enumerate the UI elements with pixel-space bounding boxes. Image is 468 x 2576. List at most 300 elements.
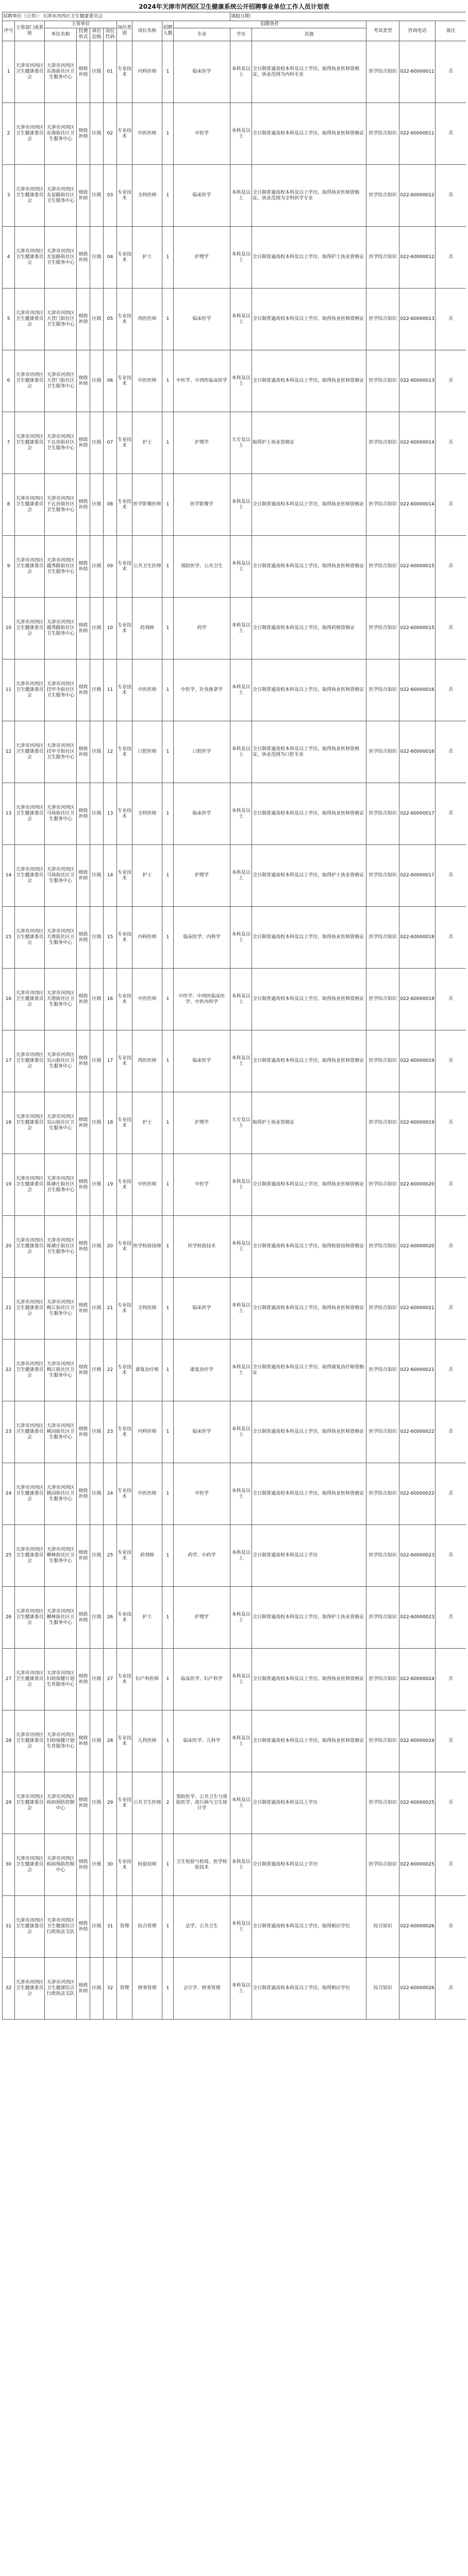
row-post-name: 护士: [132, 1092, 162, 1154]
row-seq: 16: [3, 969, 15, 1030]
row-degree: 本科及以上: [230, 289, 252, 350]
row-count: 1: [162, 350, 174, 412]
row-post-name: 中医医师: [132, 969, 162, 1030]
row-remark: 否: [436, 1710, 466, 1772]
row-parent: 天津市河西区卫生健康委员会: [15, 1649, 45, 1710]
row-nature: 财政补助: [77, 1030, 90, 1092]
row-level: 区级: [90, 1030, 104, 1092]
row-seq: 22: [3, 1340, 15, 1401]
row-major: 预防医学、公共卫生与预防医学、流行病与卫生统计学: [174, 1772, 230, 1834]
row-count: 1: [162, 1030, 174, 1092]
row-exam: 医学综合知识: [366, 598, 399, 659]
row-level: 区级: [90, 1216, 104, 1278]
row-seq: 14: [3, 845, 15, 907]
row-exam: 医学综合知识: [366, 1710, 399, 1772]
row-unit: 天津市河西区东海街社区卫生服务中心: [45, 103, 77, 165]
row-other: 全日制普通高校本科及以上学历，取得执业医师资格证: [252, 783, 366, 845]
row-major: 护理学: [174, 1587, 230, 1649]
row-major: 临床医学: [174, 165, 230, 227]
row-level: 区级: [90, 1154, 104, 1216]
row-count: 1: [162, 1649, 174, 1710]
row-seq: 6: [3, 350, 15, 412]
row-phone: 022-60000022: [399, 1463, 436, 1525]
row-parent: 天津市河西区卫生健康委员会: [15, 536, 45, 598]
row-seq: 4: [3, 227, 15, 289]
row-exam: 医学综合知识: [366, 350, 399, 412]
table-row: [3, 289, 466, 350]
row-exam: 综合知识: [366, 1958, 399, 2020]
header-level: 单位层级: [90, 28, 104, 41]
row-nature: 财政补助: [77, 1587, 90, 1649]
row-level: 区级: [90, 783, 104, 845]
row-degree: 本科及以上: [230, 721, 252, 783]
header-nature: 经费形式: [77, 28, 90, 41]
header-parent: 主管部门或系统: [15, 21, 45, 41]
row-parent: 天津市河西区卫生健康委员会: [15, 412, 45, 474]
table-row: [3, 103, 466, 165]
row-major: 中医学: [174, 1463, 230, 1525]
row-level: 区级: [90, 103, 104, 165]
row-unit: 天津市河西区天塔街社区卫生服务中心: [45, 969, 77, 1030]
row-degree: 本科及以上: [230, 41, 252, 103]
row-seq: 30: [3, 1834, 15, 1896]
row-exam: 医学综合知识: [366, 1092, 399, 1154]
row-count: 1: [162, 536, 174, 598]
header-remark: 备注: [436, 21, 466, 41]
row-post-type: 专业技术: [117, 969, 132, 1030]
row-degree: 本科及以上: [230, 1587, 252, 1649]
row-remark: 否: [436, 412, 466, 474]
document-title: 2024年天津市河西区卫生健康系统公开招聘事业单位工作人员计划表: [139, 3, 329, 10]
row-degree: 本科及以上: [230, 845, 252, 907]
header-other: 其他: [252, 28, 366, 41]
row-nature: 财政补助: [77, 350, 90, 412]
row-exam: 医学综合知识: [366, 1340, 399, 1401]
row-level: 区级: [90, 907, 104, 969]
row-remark: 否: [436, 1092, 466, 1154]
row-parent: 天津市河西区卫生健康委员会: [15, 165, 45, 227]
row-remark: 否: [436, 845, 466, 907]
row-post-name: 护士: [132, 845, 162, 907]
row-level: 区级: [90, 1896, 104, 1958]
row-other: 全日制普通高校本科及以上学历: [252, 1772, 366, 1834]
row-degree: 本科及以上: [230, 165, 252, 227]
row-code: 25: [104, 1525, 117, 1587]
row-post-type: 专业技术: [117, 1278, 132, 1340]
row-phone: 022-60000011: [399, 41, 436, 103]
row-code: 28: [104, 1710, 117, 1772]
row-level: 区级: [90, 1525, 104, 1587]
table-row: [3, 721, 466, 783]
row-parent: 天津市河西区卫生健康委员会: [15, 1401, 45, 1463]
row-count: 1: [162, 721, 174, 783]
row-count: 1: [162, 1278, 174, 1340]
row-remark: 否: [436, 536, 466, 598]
row-code: 26: [104, 1587, 117, 1649]
row-level: 区级: [90, 41, 104, 103]
row-seq: 23: [3, 1401, 15, 1463]
row-exam: 医学综合知识: [366, 783, 399, 845]
row-seq: 19: [3, 1154, 15, 1216]
row-post-type: 专业技术: [117, 598, 132, 659]
row-post-name: 药剂师: [132, 1525, 162, 1587]
row-remark: 否: [436, 1340, 466, 1401]
row-other: 全日制普通高校本科及以上学历，取得执业医师资格证: [252, 350, 366, 412]
row-degree: 本科及以上: [230, 969, 252, 1030]
row-major: 口腔医学: [174, 721, 230, 783]
row-code: 08: [104, 474, 117, 536]
row-seq: 29: [3, 1772, 15, 1834]
row-phone: 022-60000014: [399, 474, 436, 536]
row-post-type: 专业技术: [117, 412, 132, 474]
row-exam: 综合知识: [366, 1896, 399, 1958]
table-row: [3, 1216, 466, 1278]
row-exam: 医学综合知识: [366, 1401, 399, 1463]
row-code: 19: [104, 1154, 117, 1216]
table-body: [3, 41, 466, 2020]
row-level: 区级: [90, 1710, 104, 1772]
row-major: 临床医学、儿科学: [174, 1710, 230, 1772]
row-nature: 财政补助: [77, 1834, 90, 1896]
row-parent: 天津市河西区卫生健康委员会: [15, 969, 45, 1030]
row-remark: 否: [436, 1401, 466, 1463]
table-row: [3, 1772, 466, 1834]
header-row-1: [3, 21, 466, 28]
row-phone: 022-60000026: [399, 1958, 436, 2020]
row-phone: 022-60000025: [399, 1834, 436, 1896]
meta-unit: 招聘单位（公章）：天津市河西区卫生健康委员会: [3, 12, 230, 21]
row-phone: 022-60000024: [399, 1710, 436, 1772]
row-parent: 天津市河西区卫生健康委员会: [15, 350, 45, 412]
row-other: 取得护士执业资格证: [252, 1092, 366, 1154]
row-nature: 财政补助: [77, 598, 90, 659]
row-seq: 3: [3, 165, 15, 227]
row-other: 全日制普通高校本科及以上学历，取得执业医师资格证，执业范围为口腔专业: [252, 721, 366, 783]
row-exam: 医学综合知识: [366, 659, 399, 721]
row-major: 临床医学、妇产科学: [174, 1649, 230, 1710]
row-phone: 022-60000020: [399, 1154, 436, 1216]
row-seq: 32: [3, 1958, 15, 2020]
row-major: 卫生检验与检疫、医学检验技术: [174, 1834, 230, 1896]
row-other: 全日制普通高校本科及以上学历，取得执业医师资格证: [252, 474, 366, 536]
row-major: 护理学: [174, 227, 230, 289]
row-post-type: 专业技术: [117, 721, 132, 783]
row-parent: 天津市河西区卫生健康委员会: [15, 907, 45, 969]
row-unit: 天津市河西区陈塘庄街社区卫生服务中心: [45, 1216, 77, 1278]
row-parent: 天津市河西区卫生健康委员会: [15, 1896, 45, 1958]
row-post-name: 中医医师: [132, 103, 162, 165]
row-post-type: 专业技术: [117, 659, 132, 721]
row-seq: 28: [3, 1710, 15, 1772]
table-row: [3, 350, 466, 412]
row-unit: 天津市河西区疾病预防控制中心: [45, 1834, 77, 1896]
table-row: [3, 536, 466, 598]
row-remark: 否: [436, 1587, 466, 1649]
row-major: 护理学: [174, 845, 230, 907]
table-row: [3, 845, 466, 907]
row-other: 全日制普通高校本科及以上学历，取得护士执业资格证: [252, 227, 366, 289]
row-phone: 022-60000026: [399, 1896, 436, 1958]
row-unit: 天津市河西区友谊路街社区卫生服务中心: [45, 227, 77, 289]
row-nature: 财政补助: [77, 1710, 90, 1772]
document-page: [2, 0, 466, 2020]
row-degree: 大专及以上: [230, 1092, 252, 1154]
row-post-name: 内科医师: [132, 907, 162, 969]
row-nature: 财政补助: [77, 1463, 90, 1525]
row-remark: 否: [436, 598, 466, 659]
row-phone: 022-60000016: [399, 721, 436, 783]
row-exam: 医学综合知识: [366, 165, 399, 227]
row-post-name: 护士: [132, 1587, 162, 1649]
row-degree: 大专及以上: [230, 412, 252, 474]
row-exam: 医学综合知识: [366, 1463, 399, 1525]
row-parent: 天津市河西区卫生健康委员会: [15, 1154, 45, 1216]
row-count: 1: [162, 1340, 174, 1401]
row-major: 临床医学: [174, 289, 230, 350]
row-other: 全日制普通高校本科及以上学历: [252, 1834, 366, 1896]
row-seq: 10: [3, 598, 15, 659]
row-level: 区级: [90, 227, 104, 289]
row-parent: 天津市河西区卫生健康委员会: [15, 41, 45, 103]
row-remark: 否: [436, 165, 466, 227]
row-phone: 022-60000020: [399, 1216, 436, 1278]
row-count: 1: [162, 1216, 174, 1278]
row-code: 29: [104, 1772, 117, 1834]
row-phone: 022-60000019: [399, 1092, 436, 1154]
row-remark: 否: [436, 1463, 466, 1525]
row-post-name: 药剂师: [132, 598, 162, 659]
row-post-type: 专业技术: [117, 1216, 132, 1278]
row-major: 临床医学: [174, 783, 230, 845]
row-level: 区级: [90, 1092, 104, 1154]
row-post-type: 专业技术: [117, 845, 132, 907]
row-seq: 25: [3, 1525, 15, 1587]
row-other: 全日制普通高校本科及以上学历，取得药师资格证: [252, 598, 366, 659]
row-count: 1: [162, 1896, 174, 1958]
row-degree: 本科及以上: [230, 227, 252, 289]
row-post-type: 专业技术: [117, 1463, 132, 1525]
row-major: 预防医学、公共卫生: [174, 536, 230, 598]
row-degree: 本科及以上: [230, 598, 252, 659]
header-degree: 学历: [230, 28, 252, 41]
row-level: 区级: [90, 1463, 104, 1525]
row-seq: 26: [3, 1587, 15, 1649]
row-phone: 022-60000018: [399, 969, 436, 1030]
row-post-name: 财务管理: [132, 1958, 162, 2020]
row-exam: 医学综合知识: [366, 412, 399, 474]
row-remark: 否: [436, 1896, 466, 1958]
row-major: 医学检验技术: [174, 1216, 230, 1278]
row-phone: 022-60000019: [399, 1030, 436, 1092]
row-remark: 否: [436, 227, 466, 289]
row-exam: 医学综合知识: [366, 41, 399, 103]
row-post-type: 专业技术: [117, 1092, 132, 1154]
row-major: 康复治疗学: [174, 1340, 230, 1401]
row-post-name: 中医医师: [132, 1463, 162, 1525]
row-phone: 022-60000023: [399, 1587, 436, 1649]
row-level: 区级: [90, 412, 104, 474]
row-nature: 财政补助: [77, 1278, 90, 1340]
row-post-name: 康复治疗师: [132, 1340, 162, 1401]
row-phone: 022-60000015: [399, 536, 436, 598]
row-code: 01: [104, 41, 117, 103]
row-count: 1: [162, 1154, 174, 1216]
row-degree: 本科及以上: [230, 907, 252, 969]
row-exam: 医学综合知识: [366, 845, 399, 907]
header-post-type: 岗位类别: [117, 21, 132, 41]
row-phone: 022-60000012: [399, 227, 436, 289]
table-row: [3, 1587, 466, 1649]
table-row: [3, 1710, 466, 1772]
row-post-name: 西医医师: [132, 289, 162, 350]
row-parent: 天津市河西区卫生健康委员会: [15, 598, 45, 659]
row-count: 1: [162, 783, 174, 845]
row-count: 1: [162, 659, 174, 721]
row-code: 14: [104, 845, 117, 907]
row-nature: 财政补助: [77, 907, 90, 969]
row-post-type: 专业技术: [117, 165, 132, 227]
row-nature: 财政补助: [77, 41, 90, 103]
row-nature: 财政补助: [77, 474, 90, 536]
row-count: 1: [162, 1834, 174, 1896]
row-unit: 天津市河西区桃园街社区卫生服务中心: [45, 1463, 77, 1525]
table-row: [3, 1401, 466, 1463]
header-seq: 序号: [3, 21, 15, 41]
row-post-type: 管理: [117, 1896, 132, 1958]
row-phone: 022-60000017: [399, 845, 436, 907]
row-post-name: 妇产科医师: [132, 1649, 162, 1710]
row-nature: 财政补助: [77, 659, 90, 721]
row-nature: 财政补助: [77, 1340, 90, 1401]
row-post-type: 专业技术: [117, 474, 132, 536]
row-seq: 31: [3, 1896, 15, 1958]
row-code: 32: [104, 1958, 117, 2020]
row-code: 22: [104, 1340, 117, 1401]
row-post-type: 专业技术: [117, 1772, 132, 1834]
row-post-name: 检验技师: [132, 1834, 162, 1896]
row-remark: 否: [436, 1834, 466, 1896]
row-exam: 医学综合知识: [366, 1834, 399, 1896]
row-major: 药学: [174, 598, 230, 659]
row-post-name: 护士: [132, 227, 162, 289]
row-code: 09: [104, 536, 117, 598]
row-phone: 022-60000018: [399, 907, 436, 969]
row-degree: 本科及以上: [230, 536, 252, 598]
table-row: [3, 1463, 466, 1525]
row-unit: 天津市河西区下瓦房街社区卫生服务中心: [45, 474, 77, 536]
header-major: 专业: [174, 28, 230, 41]
row-nature: 财政补助: [77, 227, 90, 289]
row-other: 全日制普通高校本科及以上学历，取得执业医师资格证: [252, 659, 366, 721]
row-other: 全日制普通高校本科及以上学历: [252, 1525, 366, 1587]
row-post-name: 护士: [132, 412, 162, 474]
row-other: 全日制普通高校本科及以上学历，取得护士执业资格证: [252, 1587, 366, 1649]
table-row: [3, 659, 466, 721]
table-row: [3, 1154, 466, 1216]
row-nature: 财政补助: [77, 1896, 90, 1958]
table-row: [3, 1092, 466, 1154]
row-unit: 天津市河西区卫生健康综合行政执法支队: [45, 1896, 77, 1958]
row-phone: 022-60000021: [399, 1278, 436, 1340]
row-phone: 022-60000013: [399, 289, 436, 350]
row-post-type: 专业技术: [117, 1401, 132, 1463]
row-unit: 天津市河西区尖山街社区卫生服务中心: [45, 1030, 77, 1092]
row-seq: 7: [3, 412, 15, 474]
row-unit: 天津市河西区妇幼保健计划生育服务中心: [45, 1649, 77, 1710]
row-level: 区级: [90, 165, 104, 227]
row-parent: 天津市河西区卫生健康委员会: [15, 289, 45, 350]
row-phone: 022-60000012: [399, 165, 436, 227]
table-row: [3, 783, 466, 845]
row-parent: 天津市河西区卫生健康委员会: [15, 845, 45, 907]
row-other: 全日制普通高校本科及以上学历，取得执业医师资格证: [252, 907, 366, 969]
row-degree: 本科及以上: [230, 103, 252, 165]
row-unit: 天津市河西区挂甲寺街社区卫生服务中心: [45, 659, 77, 721]
row-other: 全日制普通高校本科及以上学历，取得执业医师资格证: [252, 1463, 366, 1525]
row-unit: 天津市河西区挂甲寺街社区卫生服务中心: [45, 721, 77, 783]
row-parent: 天津市河西区卫生健康委员会: [15, 721, 45, 783]
table-row: [3, 41, 466, 103]
row-seq: 15: [3, 907, 15, 969]
row-unit: 天津市河西区妇幼保健计划生育服务中心: [45, 1710, 77, 1772]
row-count: 1: [162, 1525, 174, 1587]
row-level: 区级: [90, 1340, 104, 1401]
row-exam: 医学综合知识: [366, 1772, 399, 1834]
row-post-name: 内科医师: [132, 41, 162, 103]
row-major: 临床医学: [174, 1278, 230, 1340]
table-row: [3, 1030, 466, 1092]
row-nature: 财政补助: [77, 1958, 90, 2020]
row-other: 全日制普通高校本科及以上学历，取得执业医师资格证: [252, 1278, 366, 1340]
header-exam-type: 考试类型: [366, 21, 399, 41]
row-post-type: 专业技术: [117, 1710, 132, 1772]
row-major: 护理学: [174, 412, 230, 474]
row-degree: 本科及以上: [230, 1710, 252, 1772]
row-count: 1: [162, 1587, 174, 1649]
row-remark: 否: [436, 1216, 466, 1278]
row-unit: 天津市河西区友谊路街社区卫生服务中心: [45, 165, 77, 227]
row-post-name: 全科医师: [132, 165, 162, 227]
row-code: 23: [104, 1401, 117, 1463]
table-row: [3, 907, 466, 969]
row-level: 区级: [90, 350, 104, 412]
row-remark: 否: [436, 41, 466, 103]
row-code: 05: [104, 289, 117, 350]
row-parent: 天津市河西区卫生健康委员会: [15, 1958, 45, 2020]
row-level: 区级: [90, 845, 104, 907]
table-row: [3, 1834, 466, 1896]
row-unit: 天津市河西区柳林街社区卫生服务中心: [45, 1525, 77, 1587]
row-code: 02: [104, 103, 117, 165]
row-exam: 医学综合知识: [366, 227, 399, 289]
table-row: [3, 165, 466, 227]
row-count: 1: [162, 1958, 174, 2020]
row-count: 1: [162, 474, 174, 536]
row-post-name: 公共卫生医师: [132, 1772, 162, 1834]
row-code: 07: [104, 412, 117, 474]
row-code: 15: [104, 907, 117, 969]
row-unit: 天津市河西区卫生健康综合行政执法支队: [45, 1958, 77, 2020]
row-code: 17: [104, 1030, 117, 1092]
row-degree: 本科及以上: [230, 1216, 252, 1278]
row-seq: 8: [3, 474, 15, 536]
row-post-type: 专业技术: [117, 907, 132, 969]
row-parent: 天津市河西区卫生健康委员会: [15, 1340, 45, 1401]
header-post-name: 岗位名称: [132, 21, 162, 41]
row-post-type: 专业技术: [117, 1154, 132, 1216]
row-code: 12: [104, 721, 117, 783]
row-code: 16: [104, 969, 117, 1030]
